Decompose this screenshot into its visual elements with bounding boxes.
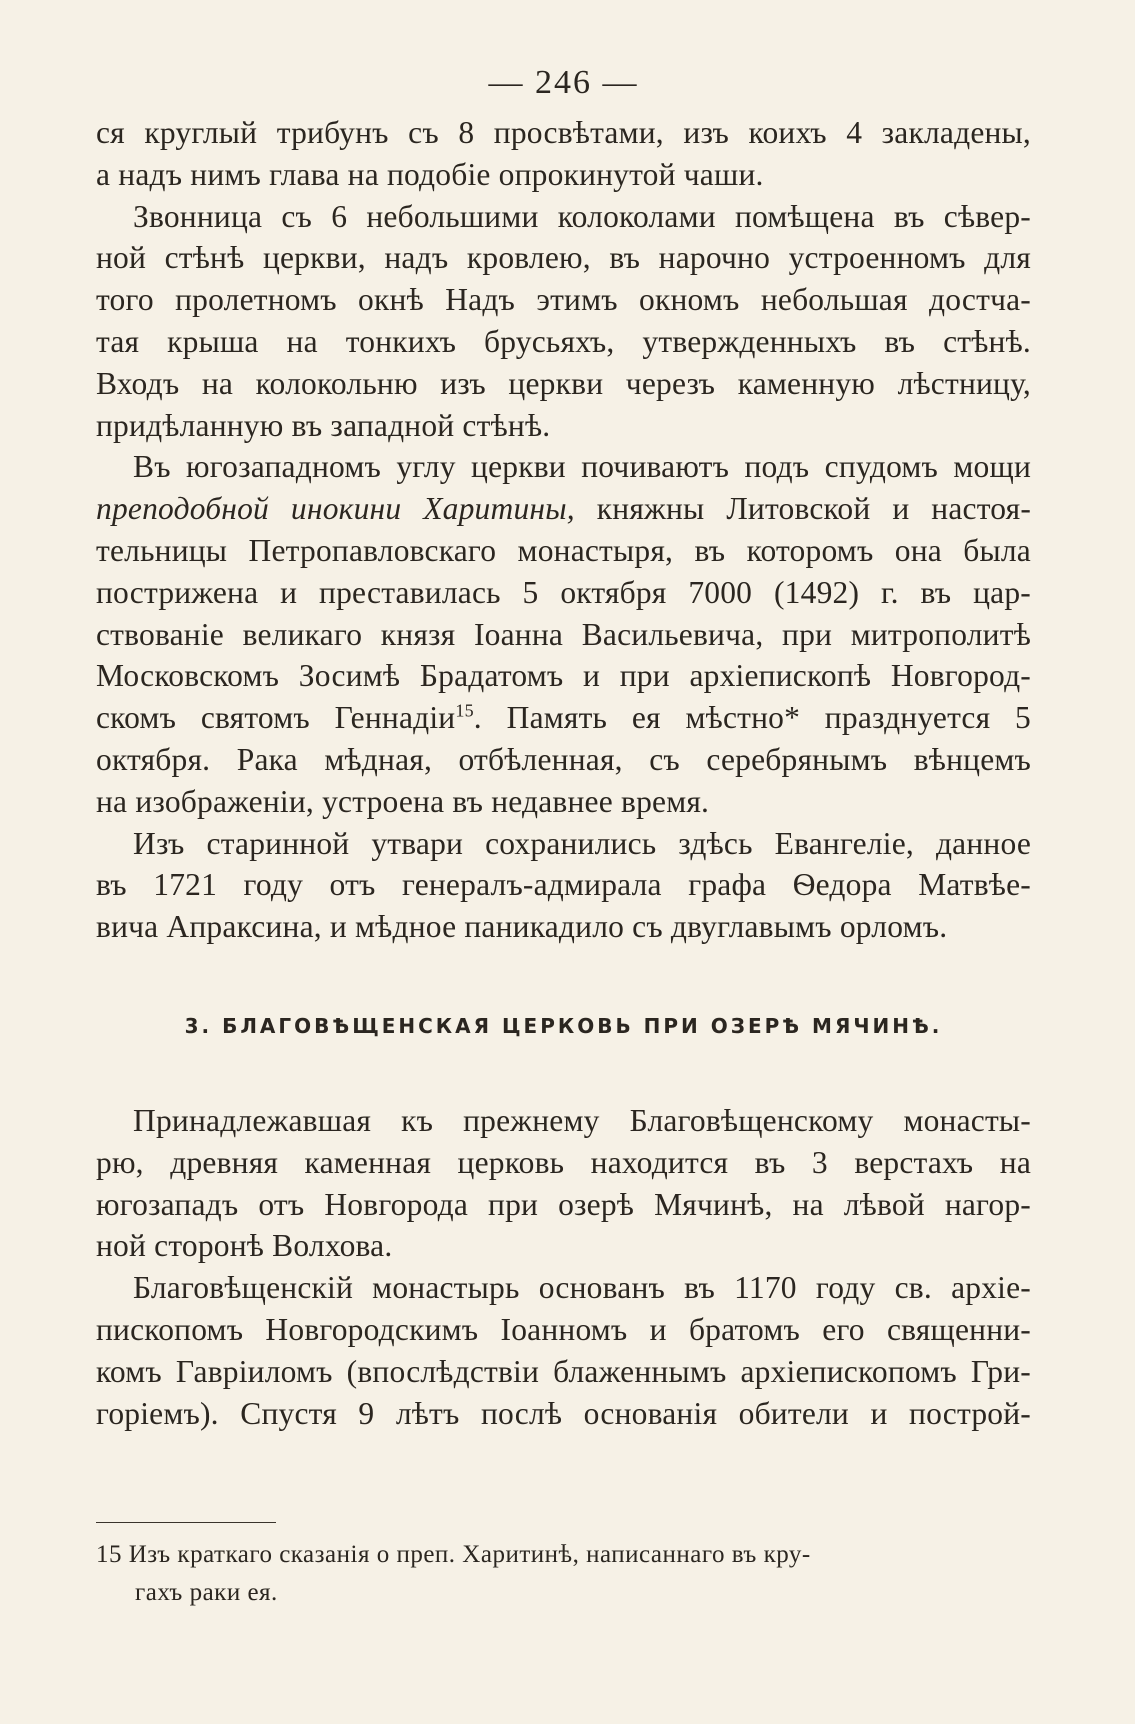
text-line: того пролетномъ окнѣ Надъ этимъ окномъ небольшая достча- [96,282,1031,318]
footnote-line: гахъ раки ея. [135,1579,278,1606]
text-line: Входъ на колокольню изъ церкви черезъ каменную лѣстницу, [96,365,1031,401]
footnote-divider [96,1522,276,1523]
page-number: — 246 — [488,64,639,101]
text-line: ной стѣнѣ церкви, надъ кровлею, въ нарочно устроенномъ для [96,240,1031,276]
italic-name: преподобной инокини Харитины, [96,491,575,527]
text-line: рю, древняя каменная церковь находится въ 3 верстахъ на [96,1144,1031,1180]
paragraph-church-location [96,1100,1031,1267]
text-line: вича Апраксина, и мѣдное паникадило съ двуглавымъ орломъ. [96,909,948,945]
text-line: комъ Гавріиломъ (впослѣдствіи блаженнымъ архіепископомъ Гри- [96,1353,1031,1389]
text-span: . Память ея мѣстно* празднуется 5 [473,700,1032,736]
text-line: Принадлежавшая къ прежнему Благовѣщенскому монасты- [133,1102,1031,1138]
paragraph-zvonnitsa [96,196,1031,447]
text-span: скомъ святомъ Геннадіи [96,700,456,736]
footnote [96,1536,1031,1612]
text-line: ной сторонѣ Волхова. [96,1228,393,1264]
paragraph-utvar [96,823,1031,948]
text-line: Звонница съ 6 небольшими колоколами помѣщена въ сѣвер- [133,198,1031,234]
text-line: пострижена и преставилась 5 октября 7000 (1492) г. въ цар- [96,574,1031,610]
paragraph-kharitina [96,446,1031,822]
footnote-marker: 15 [455,700,474,721]
text-line: а надъ нимъ глава на подобіе опрокинутой чаши. [96,156,764,192]
text-span: княжны Литовской и настоя- [574,491,1032,527]
section-heading: 3. БЛАГОВѢЩЕНСКАЯ ЦЕРКОВЬ ПРИ ОЗЕРѢ МЯЧИНѢ. [184,1013,943,1038]
text-line: на изображеніи, устроена въ недавнее время. [96,783,710,819]
book-page [96,60,1031,1700]
text-line: Благовѣщенскій монастырь основанъ въ 1170 году св. архіе- [133,1270,1031,1306]
text-line: ствованіе великаго князя Іоанна Васильевича, при митрополитѣ [96,616,1031,652]
paragraph-monastery-founding [96,1267,1031,1434]
text-line: октября. Рака мѣдная, отбѣленная, съ серебрянымъ вѣнцемъ [96,741,1031,777]
text-line: югозападъ отъ Новгорода при озерѣ Мячинѣ, на лѣвой нагор- [96,1186,1031,1222]
text-line: пископомъ Новгородскимъ Іоанномъ и братомъ его священни- [96,1311,1031,1347]
text-line: ся круглый трибунъ съ 8 просвѣтами, изъ коихъ 4 закладены, [96,115,1031,150]
text-line: Московскомъ Зосимѣ Брадатомъ и при архіепископѣ Новгород- [96,658,1031,694]
text-line: тельницы Петропавловскаго монастыря, въ которомъ она была [96,532,1031,568]
text-line: придѣланную въ западной стѣнѣ. [96,407,551,443]
text-line [96,488,1031,530]
footnote-line: 15 Изъ краткаго сказанія о преп. Харитинѣ, написаннаго въ кру- [96,1541,811,1568]
text-line [96,697,1031,739]
paragraph-trybun [96,112,1031,196]
text-line: въ 1721 году отъ генералъ-адмирала графа Ѳедора Матвѣе- [96,867,1031,903]
text-line: тая крыша на тонкихъ брусьяхъ, утвержденныхъ въ стѣнѣ. [96,323,1031,359]
text-line: горіемъ). Спустя 9 лѣтъ послѣ основанія обители и построй- [96,1395,1031,1431]
text-line: Въ югозападномъ углу церкви почиваютъ подъ спудомъ мощи [133,449,1031,485]
text-line: Изъ старинной утвари сохранились здѣсь Евангеліе, данное [133,825,1031,861]
